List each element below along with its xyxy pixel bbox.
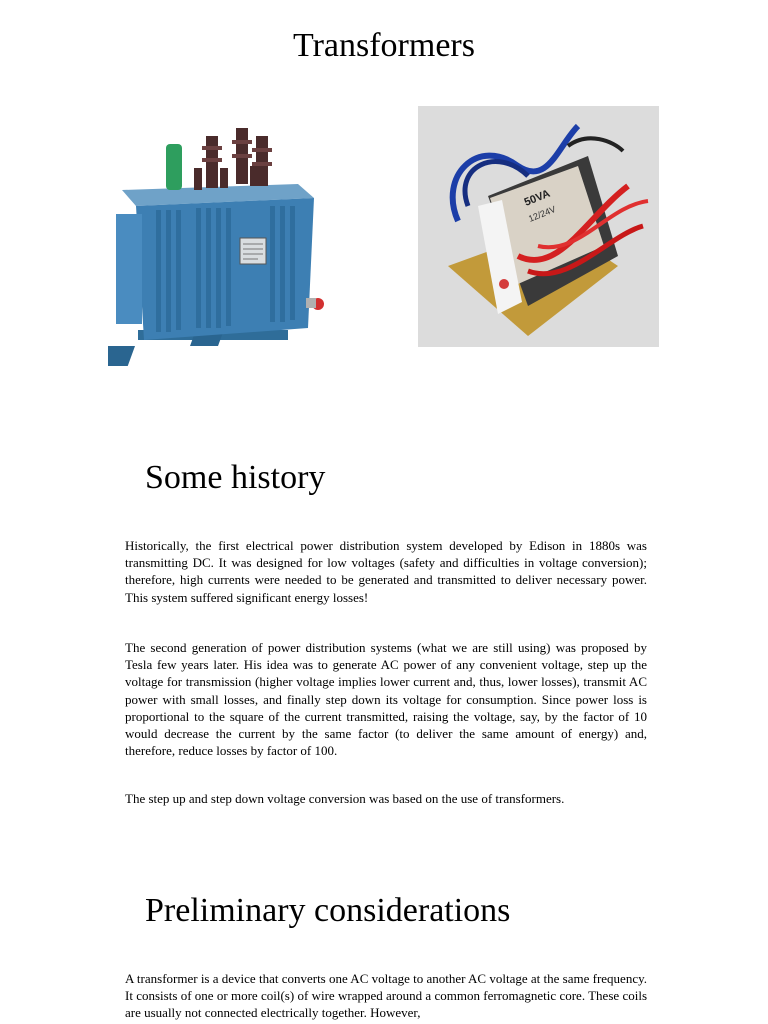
oil-transformer-photo [108,118,336,374]
svg-text:12/24V: 12/24V [527,203,558,224]
section-heading-history: Some history [145,459,326,496]
history-paragraph-2: The second generation of power distribution systems (what we are still using) was proposed by Tesla few years later. His idea was to generate AC power of any convenient voltage, step up the voltage for transmission (higher voltage implies lower current and, thus, lower losses), transmit AC power with small losses, and finally step down its voltage for consumption. Since power loss is proportional to the square of the current transmitted, raising the voltage, say, by the factor of 10 would decrease the current by the same factor (to deliver the same amount of energy) and, therefore, reduce losses by factor of 100. [125,640,647,759]
preliminary-paragraph-1: A transformer is a device that converts one AC voltage to another AC voltage at the same frequency. It consists of one or more coil(s) of wire wrapped around a common ferromagnetic core. These coils are usually not connected electrically together. However, [125,971,647,1021]
svg-text:50VA: 50VA [522,187,552,209]
history-paragraph-3: The step up and step down voltage conversion was based on the use of transformers. [125,791,565,806]
page-title: Transformers [293,27,475,64]
history-paragraph-1: Historically, the first electrical power distribution system developed by Edison in 1880s was transmitting DC. It was designed for low voltages (safety and difficulties in voltage conversion); therefore, high currents were needed to be generated and transmitted to deliver necessary power. This system suffered significant energy losses! [125,538,647,605]
small-transformer-photo [418,106,659,347]
section-heading-preliminary: Preliminary considerations [145,892,511,929]
